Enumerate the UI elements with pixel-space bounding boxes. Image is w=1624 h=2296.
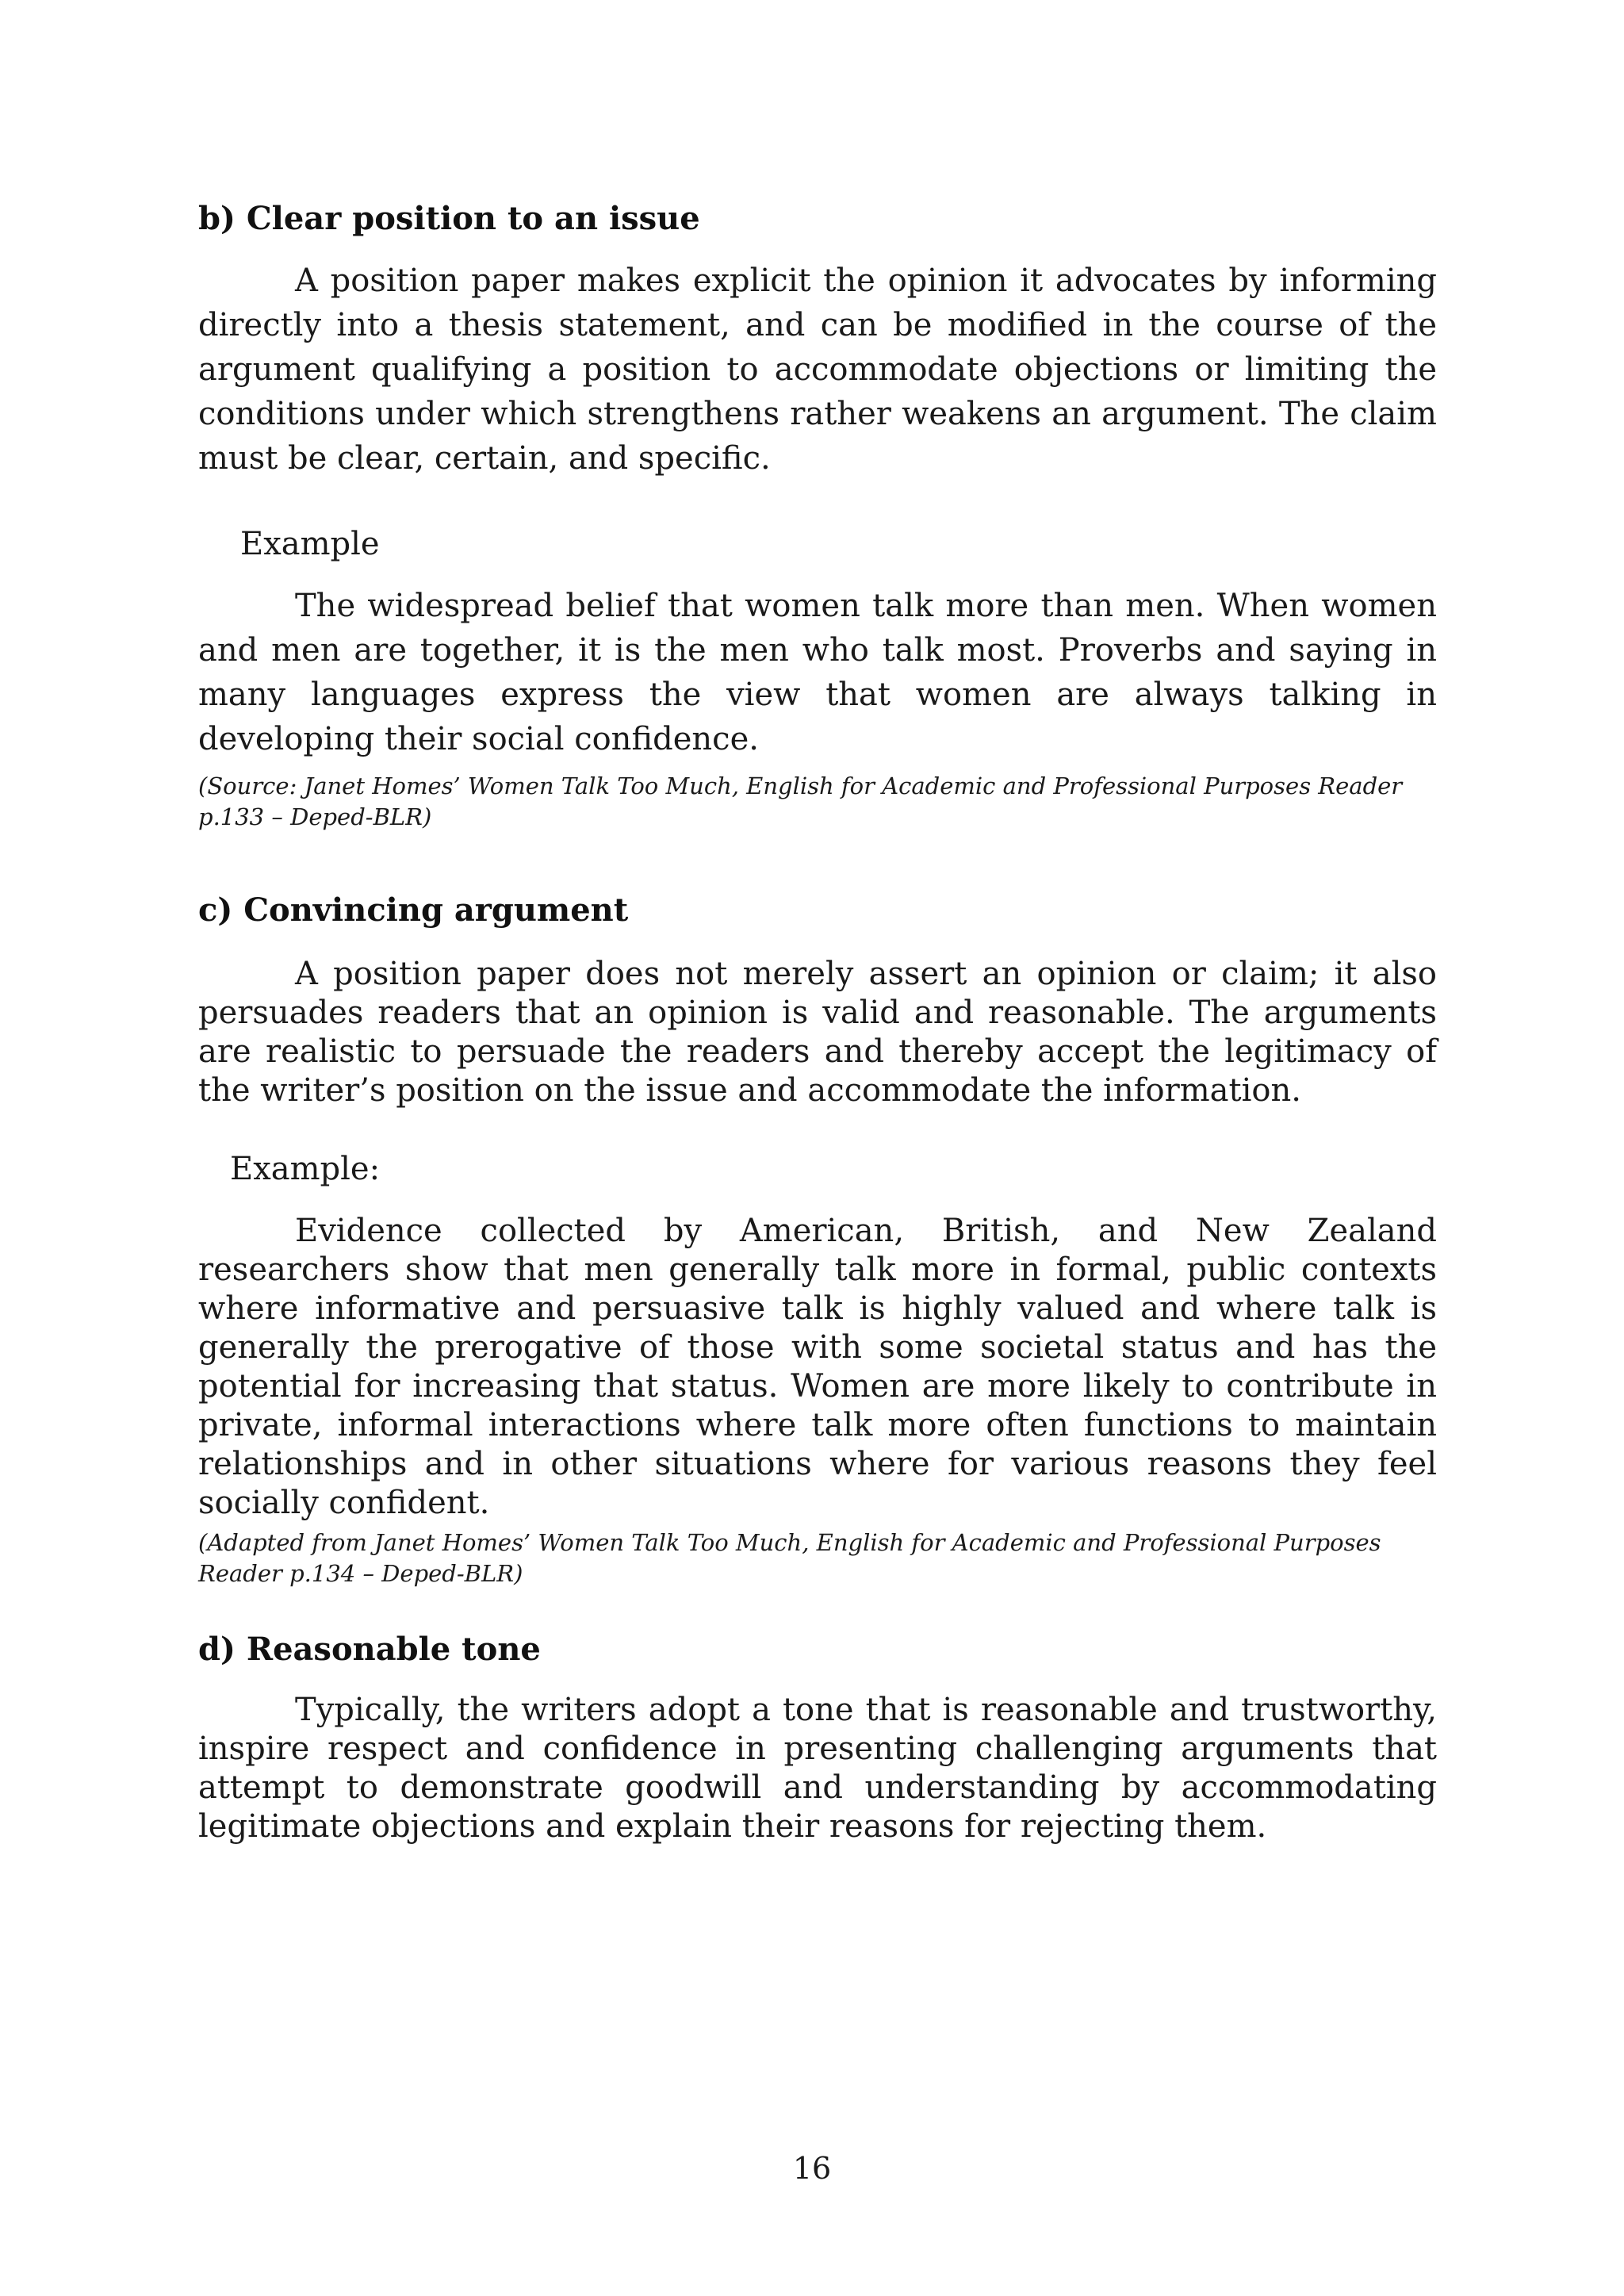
section-c-example-text: Evidence collected by American, British, and New Zealand researchers show that men generally talk more in formal, public contexts where informative and persuasive talk is highly valued and where talk is generally the prerogative of those with some societal status and has the potential for increasing that status. Women are more likely to contribute in private, informal interactions where talk more often functions to maintain relationships and in other situations where for various reasons they feel socially confident. — [198, 1213, 1437, 1521]
section-b-source-citation: (Source: Janet Homes’ Women Talk Too Much, English for Academic and Professional Purposes Reader p.133 – Deped-BLR) — [198, 772, 1403, 830]
page-number: 16 — [792, 2151, 832, 2186]
section-c-paragraph: A position paper does not merely assert an opinion or claim; it also persuades readers that an opinion is valid and reasonable. The arguments are realistic to persuade the readers and thereby accept the legitimacy of the writer’s position on the issue and accommodate the information. — [198, 956, 1437, 1109]
section-c-source-citation: (Adapted from Janet Homes’ Women Talk Too Much, English for Academic and Professional Purposes Reader p.134 – Deped-BLR) — [198, 1529, 1381, 1587]
section-b-paragraph: A position paper makes explicit the opinion it advocates by informing directly into a thesis statement, and can be modified in the course of the argument qualifying a position to accommodate objections or limiting the conditions under which strengthens rather weakens an argument. The claim must be clear, certain, and specific. — [198, 263, 1437, 477]
section-b-example-label: Example — [240, 526, 380, 562]
section-b-heading: b) Clear position to an issue — [198, 200, 700, 237]
section-d-heading: d) Reasonable tone — [198, 1631, 541, 1668]
section-d-paragraph: Typically, the writers adopt a tone that is reasonable and trustworthy, inspire respect and confidence in presenting challenging arguments that attempt to demonstrate goodwill and understanding by accommodating legitimate objections and explain their reasons for rejecting them. — [198, 1692, 1437, 1845]
section-c-example-label: Example: — [230, 1151, 381, 1187]
section-c-heading: c) Convincing argument — [198, 891, 629, 929]
section-b-example-text: The widespread belief that women talk more than men. When women and men are together, it is the men who talk most. Proverbs and saying in many languages express the view that women are always talking in developing their social confidence. — [198, 588, 1437, 757]
